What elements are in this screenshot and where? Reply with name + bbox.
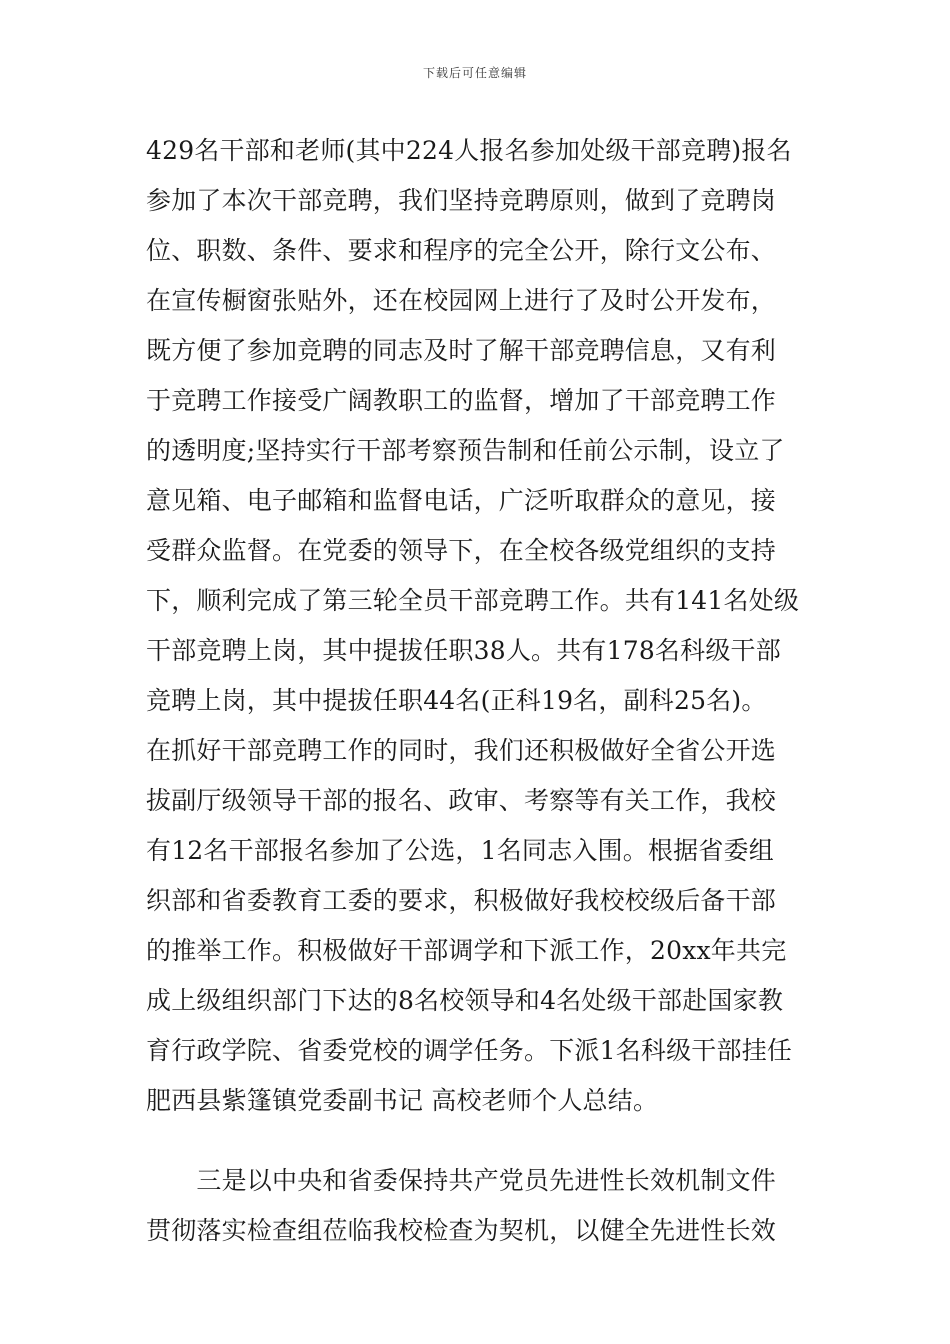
text-line: 受群众监督。在党委的领导下，在全校各级党组织的支持 [146, 536, 777, 565]
text-line: 的推举工作。积极做好干部调学和下派工作，20xx年共完 [146, 936, 787, 965]
text-line: 成上级组织部门下达的8名校领导和4名处级干部赴国家教 [146, 986, 784, 1015]
paragraph-2 [146, 1156, 810, 1256]
paragraph-1 [146, 126, 810, 1126]
page-header: 下载后可任意编辑 [422, 66, 527, 80]
text-line: 429名干部和老师(其中224人报名参加处级干部竞聘)报名 [146, 136, 792, 165]
paragraph-spacer [146, 1126, 810, 1156]
text-line: 既方便了参加竞聘的同志及时了解干部竞聘信息，又有利 [146, 336, 777, 365]
text-line: 三是以中央和省委保持共产党员先进性长效机制文件 [146, 1166, 777, 1195]
text-line: 肥西县紫篷镇党委副书记 高校老师个人总结。 [146, 1086, 659, 1115]
text-line: 织部和省委教育工委的要求，积极做好我校校级后备干部 [146, 886, 777, 915]
document-body [146, 126, 810, 1256]
text-line: 的透明度;坚持实行干部考察预告制和任前公示制，设立了 [146, 436, 785, 465]
text-line: 有12名干部报名参加了公选，1名同志入围。根据省委组 [146, 836, 774, 865]
text-line: 意见箱、电子邮箱和监督电话，广泛听取群众的意见，接 [146, 486, 777, 515]
text-line: 在宣传橱窗张贴外，还在校园网上进行了及时公开发布， [146, 286, 777, 315]
text-line: 竞聘上岗，其中提拔任职44名(正科19名，副科25名)。 [146, 686, 767, 715]
text-line: 育行政学院、省委党校的调学任务。下派1名科级干部挂任 [146, 1036, 793, 1065]
text-line: 下，顺利完成了第三轮全员干部竞聘工作。共有141名处级 [146, 586, 800, 615]
text-line: 拔副厅级领导干部的报名、政审、考察等有关工作，我校 [146, 786, 777, 815]
text-line: 参加了本次干部竞聘，我们坚持竞聘原则，做到了竞聘岗 [146, 186, 777, 215]
text-line: 于竞聘工作接受广阔教职工的监督，增加了干部竞聘工作 [146, 386, 777, 415]
text-line: 位、职数、条件、要求和程序的完全公开，除行文公布、 [146, 236, 777, 265]
text-line: 贯彻落实检查组莅临我校检查为契机，以健全先进性长效 [146, 1216, 777, 1245]
text-line: 干部竞聘上岗，其中提拔任职38人。共有178名科级干部 [146, 636, 781, 665]
text-line: 在抓好干部竞聘工作的同时，我们还积极做好全省公开选 [146, 736, 777, 765]
